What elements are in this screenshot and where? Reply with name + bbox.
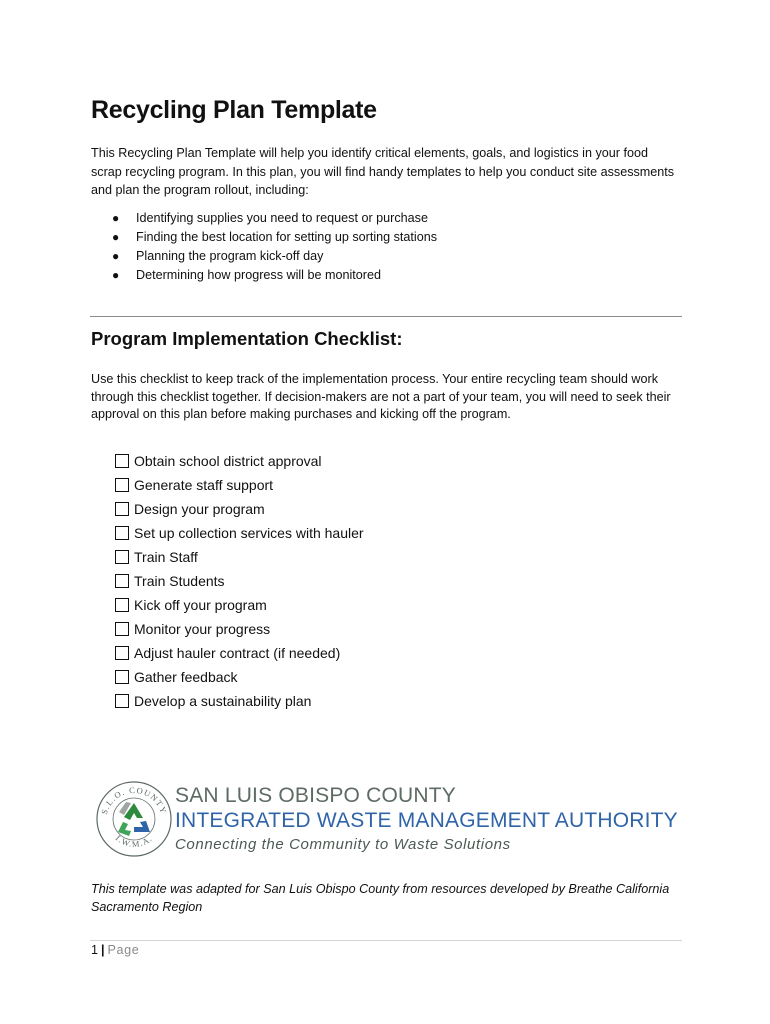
checklist-item: Train Students [115, 569, 364, 593]
checklist-item: Train Staff [115, 545, 364, 569]
checklist-heading: Program Implementation Checklist: [91, 328, 403, 349]
implementation-checklist [115, 449, 364, 713]
checklist-item: Gather feedback [115, 665, 364, 689]
checkbox[interactable] [115, 454, 129, 468]
checklist-item: Obtain school district approval [115, 449, 364, 473]
bullet-icon: ● [112, 268, 120, 282]
recycle-seal-icon [95, 780, 173, 858]
page-title: Recycling Plan Template [91, 96, 377, 124]
checklist-item: Kick off your program [115, 593, 364, 617]
logo-line-2: INTEGRATED WASTE MANAGEMENT AUTHORITY [175, 809, 678, 832]
footer-divider [90, 940, 682, 941]
bullet-icon: ● [112, 211, 120, 225]
checkbox[interactable] [115, 550, 129, 564]
checklist-item: Adjust hauler contract (if needed) [115, 641, 364, 665]
checklist-intro: Use this checklist to keep track of the implementation process. Your entire recycling team should work through this checklist together. If decision-makers are not a part of your team, you will need to seek their approval on this plan before making purchases and kicking off the program. [91, 372, 671, 421]
bullet-icon: ● [112, 249, 120, 263]
checklist-item: Set up collection services with hauler [115, 521, 364, 545]
checklist-item: Generate staff support [115, 473, 364, 497]
checkbox[interactable] [115, 646, 129, 660]
checkbox[interactable] [115, 526, 129, 540]
checkbox[interactable] [115, 598, 129, 612]
seal-bottom-text: I.W.M.A. [113, 832, 155, 850]
seal-top-text: S.L.O. COUNTY [98, 784, 170, 816]
page-number: 1 [91, 943, 99, 957]
svg-text:I.W.M.A. [114, 833, 155, 849]
recycle-arrows [118, 802, 150, 836]
checkbox[interactable] [115, 502, 129, 516]
page-label: Page [107, 943, 140, 957]
list-item: ● Identifying supplies you need to request or purchase [112, 209, 437, 228]
list-item: ● Finding the best location for setting up sorting stations [112, 228, 437, 247]
list-item: ● Determining how progress will be monitored [112, 266, 437, 285]
checkbox[interactable] [115, 694, 129, 708]
footer-separator: | [101, 943, 105, 957]
checkbox[interactable] [115, 670, 129, 684]
intro-paragraph: This Recycling Plan Template will help you identify critical elements, goals, and logistics in your food scrap recycling program. In this plan, you will find handy templates to help you conduct site assessments and plan the program rollout, including: [91, 146, 675, 197]
organization-logo [95, 780, 685, 860]
section-divider [90, 316, 682, 317]
checklist-item: Design your program [115, 497, 364, 521]
bullet-list [112, 209, 437, 285]
checkbox[interactable] [115, 622, 129, 636]
bullet-icon: ● [112, 230, 120, 244]
checklist-item: Develop a sustainability plan [115, 689, 364, 713]
logo-tagline: Connecting the Community to Waste Solutions [175, 836, 511, 853]
logo-line-1: SAN LUIS OBISPO COUNTY [175, 784, 456, 807]
list-item: ● Planning the program kick-off day [112, 247, 437, 266]
credit-note: This template was adapted for San Luis Obispo County from resources developed by Breathe California Sacramento Region [91, 882, 670, 914]
page-footer [91, 943, 139, 957]
checkbox[interactable] [115, 478, 129, 492]
checkbox[interactable] [115, 574, 129, 588]
checklist-item: Monitor your progress [115, 617, 364, 641]
